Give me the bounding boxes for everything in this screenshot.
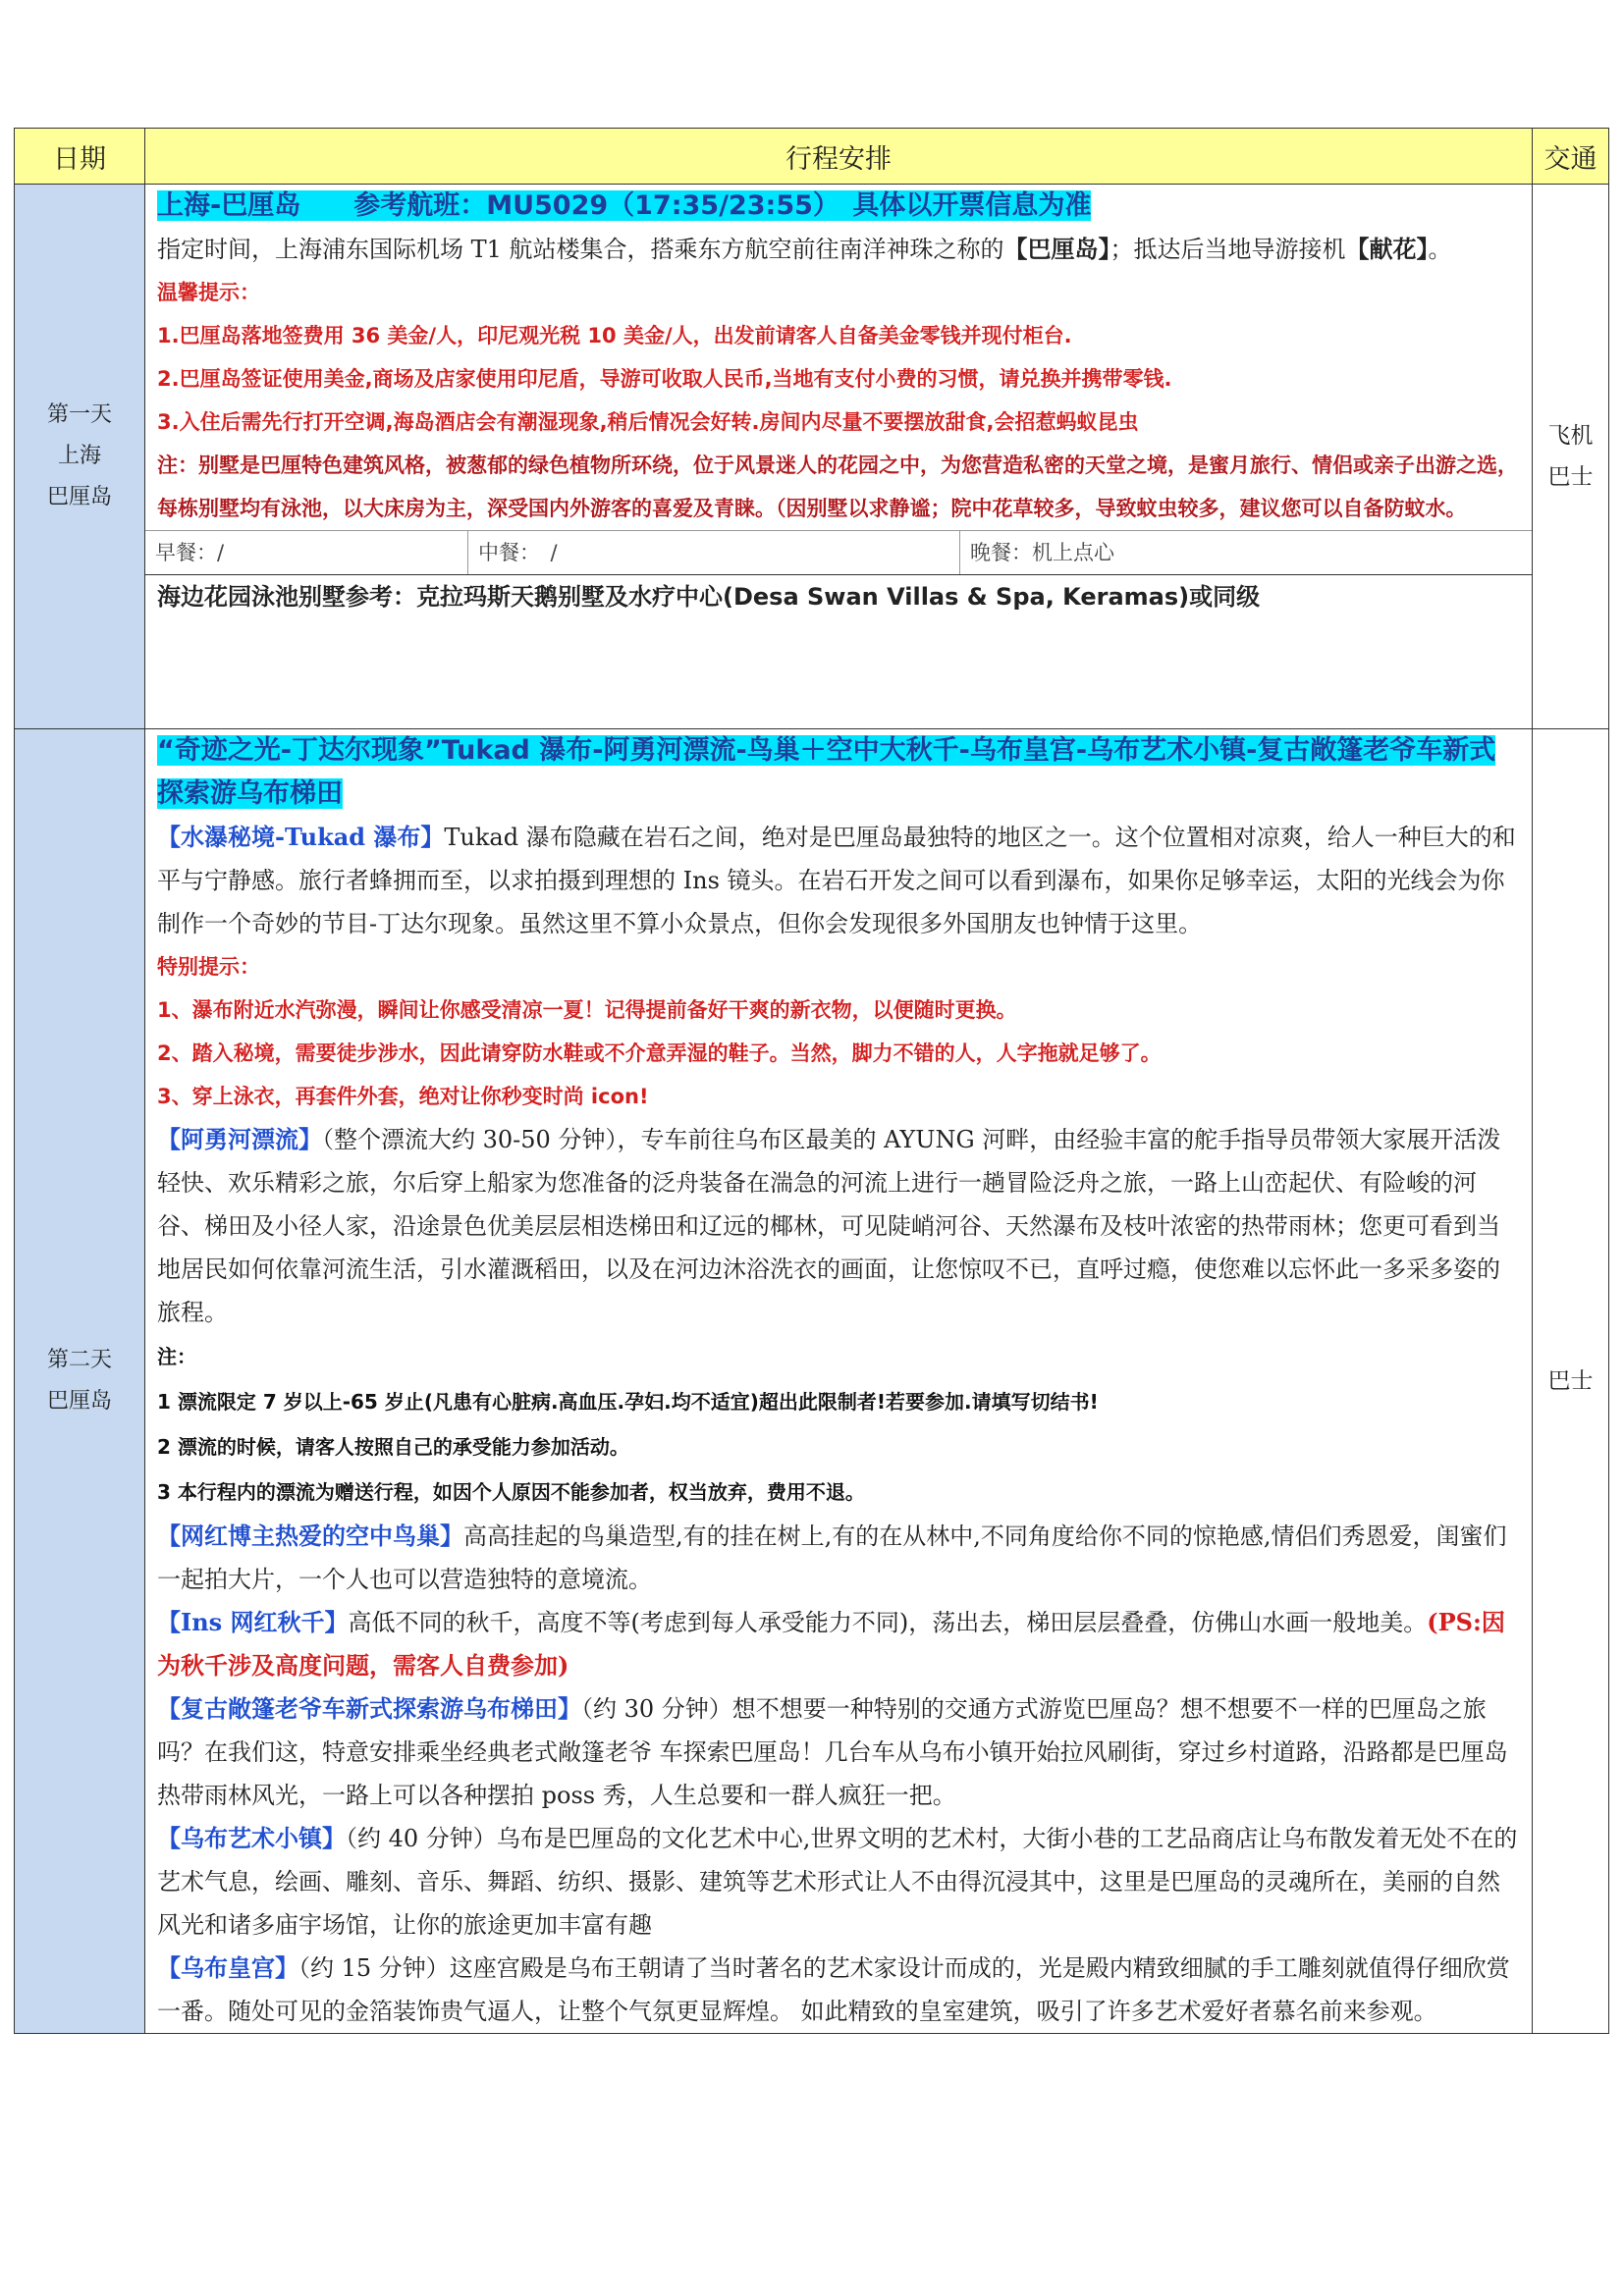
itinerary-table bbox=[14, 128, 1609, 2034]
day1-villa-note: 注：别墅是巴厘特色建筑风格，被葱郁的绿色植物所环绕，位于风景迷人的花园之中，为您营造私密的天堂之境，是蜜月旅行、情侣或亲子出游之选，每栋别墅均有泳池，以大床房为主，深受国内外游客的喜爱及青睐。（因别墅以求静谧；院中花草较多，导致蚊虫较多，建议您可以自备防蚊水。 bbox=[157, 454, 1518, 520]
header-date: 日期 bbox=[15, 129, 145, 185]
rafting-section: 【阿勇河漂流】（整个漂流大约 30-50 分钟），专车前往乌布区最美的 AYUNG 河畔，由经验丰富的舵手指导员带领大家展开活泼轻快、欢乐精彩之旅，尔后穿上船家为您准备的泛舟装备在湍急的河流上进行一趟冒险泛舟之旅，一路上山峦起伏、有险峻的河谷、梯田及小径人家，沿途景色优美层层相迭梯田和辽远的椰林，可见陡峭河谷、天然瀑布及枝叶浓密的热带雨林；您更可看到当地居民如何依靠河流生活，引水灌溉稻田，以及在河边沐浴洗衣的画面，让您惊叹不已，直呼过瘾，使您难以忘怀此一多采多姿的旅程。 bbox=[157, 1125, 1501, 1326]
art-village-section: 【乌布艺术小镇】（约 40 分钟）乌布是巴厘岛的文化艺术中心,世界文明的艺术村，大街小巷的工艺品商店让乌布散发着无处不在的艺术气息，绘画、雕刻、音乐、舞蹈、纺织、摄影、建筑等艺术形式让人不由得沉浸其中，这里是巴厘岛的灵魂所在，美丽的自然风光和诸多庙宇场馆，让你的旅途更加丰富有趣 bbox=[157, 1824, 1518, 1939]
rafting-note-2: 2 漂流的时候，请客人按照自己的承受能力参加活动。 bbox=[157, 1435, 629, 1459]
special-tip-3: 3、穿上泳衣，再套件外套，绝对让你秒变时尚 icon! bbox=[157, 1085, 649, 1108]
day1-hotel: 海边花园泳池别墅参考：克拉玛斯天鹅别墅及水疗中心(Desa Swan Villas & Spa, Keramas)或同级 bbox=[145, 574, 1532, 618]
day1-tip-2: 2.巴厘岛签证使用美金,商场及店家使用印尼盾，导游可收取人民币,当地有支付小费的习惯，请兑换并携带零钱. bbox=[157, 367, 1172, 391]
day1-tip-3: 3.入住后需先行打开空调,海岛酒店会有潮湿现象,稍后情况会好转.房间内尽量不要摆放甜食,会招惹蚂蚁昆虫 bbox=[157, 410, 1139, 434]
breakfast: 早餐：/ bbox=[145, 531, 468, 574]
day1-label: 第一天 bbox=[46, 402, 112, 427]
day1-description: 指定时间，上海浦东国际机场 T1 航站楼集合，搭乘东方航空前往南洋神珠之称的【巴厘岛】；抵达后当地导游接机【献花】。 bbox=[157, 235, 1452, 263]
day2-label: 第二天 bbox=[46, 1348, 112, 1372]
day2-place: 巴厘岛 bbox=[46, 1389, 112, 1414]
waterfall-section: 【水瀑秘境-Tukad 瀑布】Tukad 瀑布隐藏在岩石之间，绝对是巴厘岛最独特的地区之一。这个位置相对凉爽，给人一种巨大的和平与宁静感。旅行者蜂拥而至，以求拍摄到理想的 Ins 镜头。在岩石开发之间可以看到瀑布，如果你足够幸运，太阳的光线会为你制作一个奇妙的节目-丁达尔现象。虽然这里不算小众景点，但你会发现很多外国朋友也钟情于这里。 bbox=[157, 823, 1516, 937]
day2-content bbox=[145, 729, 1533, 2034]
palace-section: 【乌布皇宫】（约 15 分钟）这座宫殿是乌布王朝请了当时著名的艺术家设计而成的，光是殿内精致细腻的手工雕刻就值得仔细欣赏一番。随处可见的金箔装饰贵气逼人，让整个气氛更显辉煌。 如此精致的皇室建筑，吸引了许多艺术爱好者慕名前来参观。 bbox=[157, 1953, 1510, 2025]
day2-title: “奇迹之光-丁达尔现象”Tukad 瀑布-阿勇河漂流-鸟巢＋空中大秋千-乌布皇宫-乌布艺术小镇-复古敞篷老爷车新式探索游乌布梯田 bbox=[157, 735, 1496, 809]
day1-transport: 飞机 巴士 bbox=[1533, 185, 1609, 729]
rafting-note-3: 3 本行程内的漂流为赠送行程，如因个人原因不能参加者，权当放弃，费用不退。 bbox=[157, 1480, 865, 1504]
lunch: 中餐： / bbox=[468, 531, 960, 574]
dinner: 晚餐：机上点心 bbox=[970, 541, 1114, 564]
jeep-section: 【复古敞篷老爷车新式探索游乌布梯田】（约 30 分钟）想不想要一种特别的交通方式游览巴厘岛？想不想要不一样的巴厘岛之旅吗？在我们这，特意安排乘坐经典老式敞篷老爷 车探索巴厘岛！几台车从乌布小镇开始拉风刷街，穿过乡村道路，沿路都是巴厘岛热带雨林风光，一路上可以各种摆拍 poss 秀，人生总要和一群人疯狂一把。 bbox=[157, 1694, 1508, 1809]
swing-section: 【Ins 网红秋千】高低不同的秋千，高度不等(考虑到每人承受能力不同)，荡出去，梯田层层叠叠，仿佛山水画一般地美。(PS:因为秋千涉及高度问题，需客人自费参加) bbox=[157, 1608, 1505, 1680]
rafting-note-title: 注： bbox=[157, 1345, 196, 1368]
day2-row bbox=[15, 729, 1609, 2034]
day2-transport: 巴士 bbox=[1533, 729, 1609, 2034]
nest-section: 【网红博主热爱的空中鸟巢】高高挂起的鸟巢造型,有的挂在树上,有的在从林中,不同角度给你不同的惊艳感,情侣们秀恩爱，闺蜜们一起拍大片，一个人也可以营造独特的意境流。 bbox=[157, 1522, 1507, 1593]
day1-title: 上海-巴厘岛 参考航班：MU5029（17:35/23:55） 具体以开票信息为准 bbox=[157, 190, 1092, 221]
day1-tip-title: 温馨提示： bbox=[157, 281, 260, 304]
day1-content bbox=[145, 185, 1533, 729]
header-row bbox=[15, 129, 1609, 185]
day1-from: 上海 bbox=[57, 444, 101, 468]
day1-tip-1: 1.巴厘岛落地签费用 36 美金/人，印尼观光税 10 美金/人，出发前请客人自备美金零钱并现付柜台. bbox=[157, 324, 1072, 347]
header-schedule: 行程安排 bbox=[145, 129, 1533, 185]
day1-to: 巴厘岛 bbox=[46, 485, 112, 509]
day1-date-cell bbox=[15, 185, 145, 729]
day2-date-cell bbox=[15, 729, 145, 2034]
rafting-note-1: 1 漂流限定 7 岁以上-65 岁止(凡患有心脏病.高血压.孕妇.均不适宜)超出此限制者!若要参加.请填写切结书! bbox=[157, 1390, 1099, 1414]
header-transport: 交通 bbox=[1533, 129, 1609, 185]
special-tip-title: 特别提示： bbox=[157, 955, 260, 979]
day1-meals bbox=[145, 530, 1532, 574]
special-tip-1: 1、瀑布附近水汽弥漫，瞬间让你感受清凉一夏！记得提前备好干爽的新衣物，以便随时更换。 bbox=[157, 998, 1017, 1022]
day1-row bbox=[15, 185, 1609, 729]
special-tip-2: 2、踏入秘境，需要徒步涉水，因此请穿防水鞋或不介意弄湿的鞋子。当然，脚力不错的人，人字拖就足够了。 bbox=[157, 1041, 1162, 1065]
